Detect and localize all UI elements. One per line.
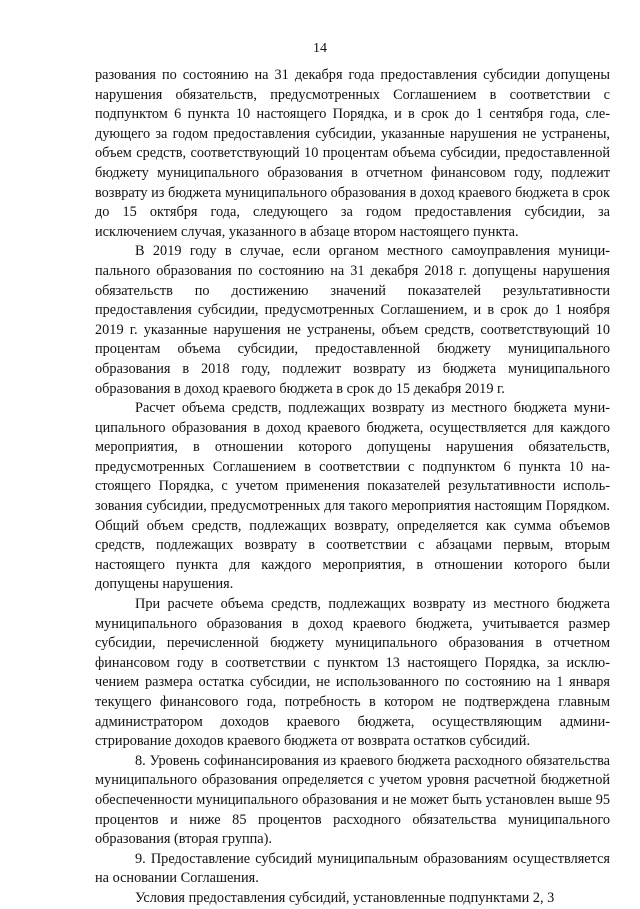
paragraph-conditions: Условия предоставления субсидий, установленные подпунктами 2, 3 (135, 889, 555, 906)
paragraph-continuation: разования по состоянию на 31 декабря года предоставления субсидии допущены нарушения обязательств, предусмотренных Соглашением в соответствии с подпунктом 6 пункта 10 настоящего Порядка, и в срок до 1 сентября года, следующего за годом предоставления субсидии, указанные нарушения не устранены, объем средств, соответствующий 10 процентам объема субсидии, предоставленной бюджету муниципального образования в отчетном финансовом году, подлежит возврату из бюджета муниципального образования в доход краевого бюджета в срок до 15 октября года, следующего за годом предоставления субсидии, за исключением случая, указанного в абзаце втором настоящего пункта. (95, 67, 610, 240)
paragraph-item-8: 8. Уровень софинансирования из краевого бюджета расходного обязательства муниципального образования определяется с учетом уровня расчетной бюджетной обеспеченности муниципального образования и не может быть установлен выше 95 процентов и ниже 85 процентов расходного обязательства муниципального образования (вторая группа). (95, 752, 610, 848)
paragraph-2019-violations: В 2019 году в случае, если органом местного самоуправления муниципального образования по состоянию на 31 декабря 2018 г. допущены нарушения обязательств по достижению значений показателей результативности предоставления субсидии, предусмотренных Соглашением, и в срок до 1 ноября 2019 г. указанные нарушения не устранены, объем средств, соответствующий 10 процентам объема субсидии, предоставленной бюджету муниципального образования в 2018 году, подлежит возврату из бюджета муниципального образования в доход краевого бюджета в срок до 15 декабря 2019 г. (95, 243, 610, 397)
paragraph-refund-calculation: Расчет объема средств, подлежащих возврату из местного бюджета муниципального образования в доход краевого бюджета, осуществляется для каждого мероприятия, в отношении которого допущены нарушения обязательств, предусмотренных Соглашением в соответствии с подпунктом 6 пункта 10 настоящего Порядка, с учетом применения показателей результативности использования субсидии, предусмотренных для такого мероприятия настоящим Порядком. Общий объем средств, подлежащих возврату, определяется как сумма объемов средств, подлежащих возврату в соответствии с абзацами первым, вторым настоящего пункта для каждого мероприятия, в отношении которого были допущены нарушения. (95, 400, 610, 593)
page-number: 14 (313, 41, 327, 56)
paragraph-subsidy-size: При расчете объема средств, подлежащих возврату из местного бюджета муниципального образования в доход краевого бюджета, учитывается размер субсидии, перечисленной бюджету муниципального образования в отчетном финансовом году в соответствии с пунктом 13 настоящего Порядка, за исключением размера остатка субсидии, не использованного по состоянию на 1 января текущего финансового года, потребность в котором не подтверждена главным администратором доходов краевого бюджета, осуществляющим администрирование доходов краевого бюджета от возврата остатков субсидий. (95, 596, 610, 750)
paragraph-item-9: 9. Предоставление субсидий муниципальным образованиям осуществляется на основании Соглашения. (95, 850, 610, 887)
document-body (95, 66, 610, 909)
